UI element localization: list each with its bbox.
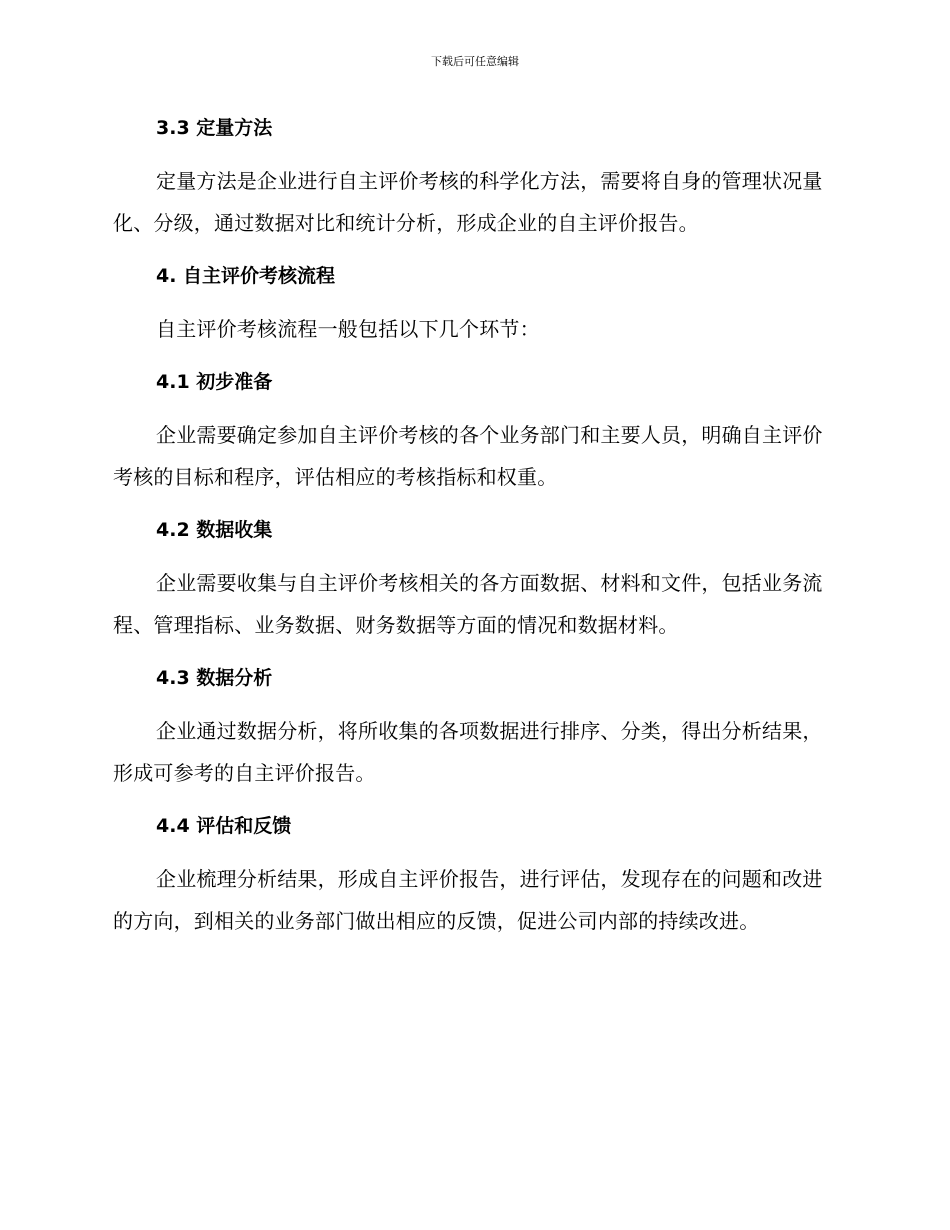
section-paragraph-4: 自主评价考核流程一般包括以下几个环节： [156,317,540,341]
page-header: 下载后可任意编辑 [431,55,519,68]
section-paragraph-4-2: 企业需要收集与自主评价考核相关的各方面数据、材料和文件，包括业务流程、管理指标、业务数据、财务数据等方面的情况和数据材料。 [113,571,823,637]
section-heading-4: 4. 自主评价考核流程 [156,265,336,287]
section-heading-4-1: 4.1 初步准备 [156,371,273,393]
section-paragraph-4-4: 企业梳理分析结果，形成自主评价报告，进行评估，发现存在的问题和改进的方向，到相关的业务部门做出相应的反馈，促进公司内部的持续改进。 [113,867,823,933]
section-paragraph-3-3: 定量方法是企业进行自主评价考核的科学化方法，需要将自身的管理状况量化、分级，通过数据对比和统计分析，形成企业的自主评价报告。 [113,169,823,235]
document-body [113,110,837,956]
section-paragraph-4-3: 企业通过数据分析，将所收集的各项数据进行排序、分类，得出分析结果，形成可参考的自主评价报告。 [113,719,823,785]
section-paragraph-4-1: 企业需要确定参加自主评价考核的各个业务部门和主要人员，明确自主评价考核的目标和程序，评估相应的考核指标和权重。 [113,423,823,489]
section-heading-4-2: 4.2 数据收集 [156,519,273,541]
section-heading-4-4: 4.4 评估和反馈 [156,815,292,837]
section-heading-4-3: 4.3 数据分析 [156,667,273,689]
section-heading-3-3: 3.3 定量方法 [156,117,273,139]
